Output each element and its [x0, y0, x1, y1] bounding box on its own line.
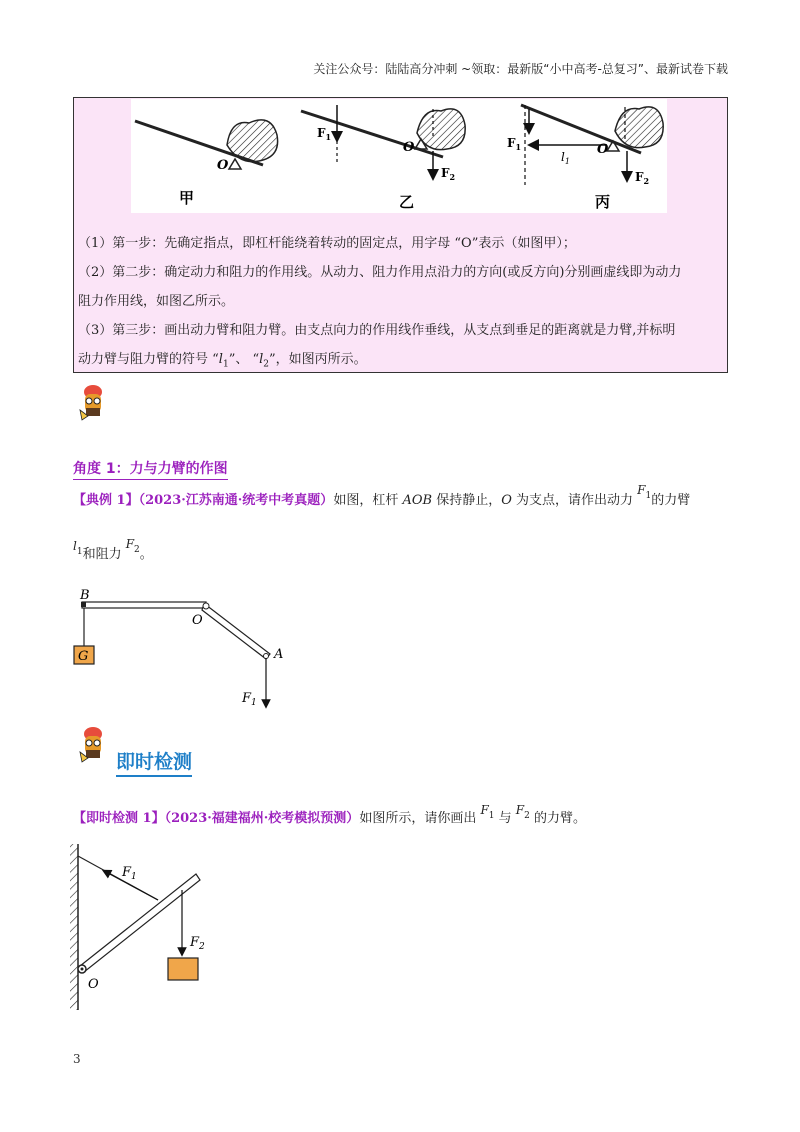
label-yi: 乙 — [399, 193, 415, 211]
step-2-text-b: 阻力作用线，如图乙所示。 — [78, 294, 235, 309]
label-F2: $F_2$ — [190, 935, 205, 952]
page-header: 关注公众号：陆陆高分冲刺 ~领取：最新版“小中高考-总复习”、最新试卷下载 — [313, 62, 728, 76]
step-2-text-a: （2）第二步：确定动力和阻力的作用线。从动力、阻力作用点沿力的方向(或反方向)分别画虚线即为动力 — [78, 265, 682, 280]
example-1-figure — [66, 586, 296, 716]
step-3-text-b: 动力臂与阻力臂的符号 “$l_1$”、 “$l_2$”，如图丙所示。 — [78, 352, 367, 370]
mascot-pencil-icon — [76, 382, 110, 422]
label-jia: 甲 — [179, 189, 195, 207]
figure-yi — [301, 105, 465, 211]
label-B: B — [80, 588, 90, 603]
label-F1: $F_1$ — [242, 691, 257, 708]
label-F1: $F_1$ — [122, 865, 137, 882]
mascot-pencil-icon-2 — [76, 724, 110, 764]
check-1-figure — [66, 842, 216, 1012]
check-1-line: 【即时检测 1】（2023·福建福州·校考模拟预测）如图所示，请你画出 $F_1$ 与 $F_2$ 的力臂。 — [73, 803, 586, 826]
label-F1-bing: $F_1$ — [507, 136, 522, 152]
label-bing: 丙 — [595, 193, 611, 211]
example-1-tag: 【典例 1】（2023·江苏南通·统考中考真题） — [73, 493, 334, 508]
section-title-instant-check: 即时检测 — [116, 747, 192, 777]
page-number: 3 — [73, 1052, 81, 1066]
label-O: O — [88, 977, 99, 992]
example-1-line: 【典例 1】（2023·江苏南通·统考中考真题）如图，杠杆 AOB 保持静止，O 为支点，请作出动力 $F_1$的力臂 — [73, 483, 691, 508]
example-1-line-2: $l_1$和阻力 $F_2$。 — [73, 537, 153, 562]
figure-jia — [135, 120, 278, 207]
label-l1-bing: $l_1$ — [561, 150, 570, 166]
step-3-text-a: （3）第三步：画出动力臂和阻力臂。由支点向力的作用线作垂线，从支点到垂足的距离就是力臂,并标明 — [78, 323, 676, 338]
figure-bing — [507, 105, 663, 211]
label-F2-bing: $F_2$ — [635, 170, 650, 186]
label-O-bing: O — [597, 142, 609, 157]
lever-steps-svg — [131, 99, 667, 213]
angle-1-title: 角度 1：力与力臂的作图 — [73, 458, 228, 478]
step-1-text: （1）第一步：先确定指点，即杠杆能绕着转动的固定点，用字母 “O”表示（如图甲）； — [78, 236, 576, 251]
lever-steps-figure — [131, 99, 667, 213]
label-F2-yi: $F_2$ — [441, 166, 456, 182]
label-O-yi: O — [403, 140, 415, 155]
label-F1-yi: $F_1$ — [317, 126, 332, 142]
label-A: A — [274, 647, 284, 662]
label-O: O — [192, 613, 203, 628]
label-G: G — [78, 649, 89, 664]
label-O-jia: O — [217, 158, 229, 173]
check-1-tag: 【即时检测 1】（2023·福建福州·校考模拟预测） — [73, 811, 360, 826]
